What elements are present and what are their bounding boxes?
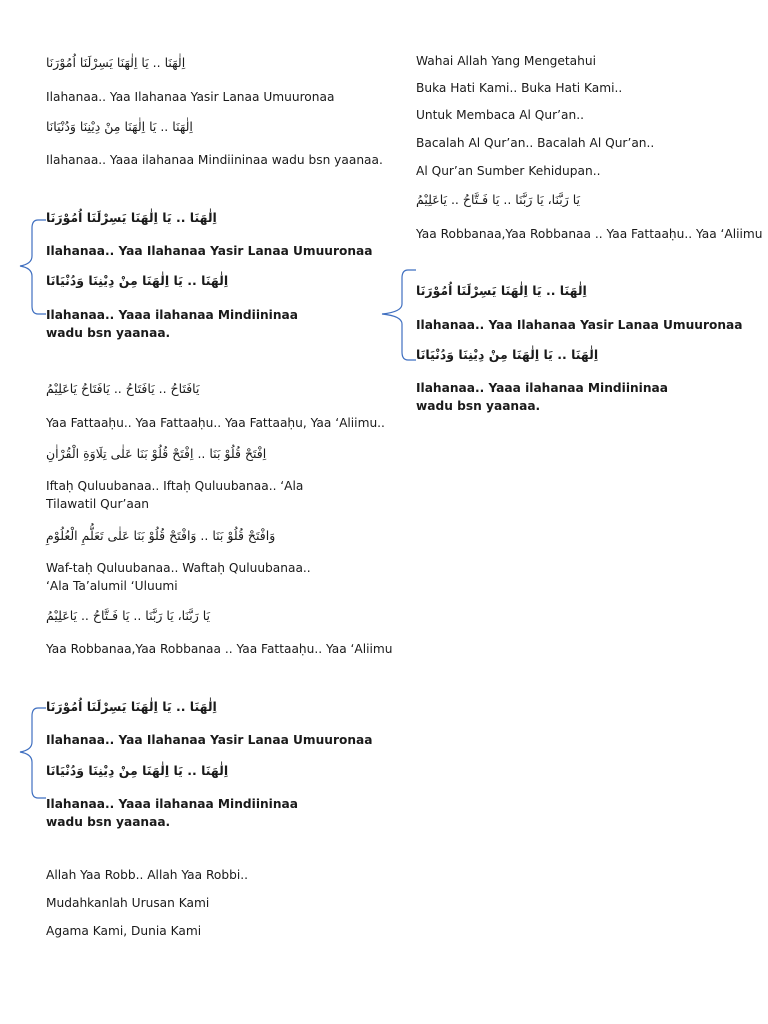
arabic-line: يَا رَبَّنَا، يَا رَبَّنَا .. يَا فَـتَّاحُ .. يَاعَلِيْمُ (416, 192, 581, 207)
latin-line: Iftaḥ Quluubanaa.. Iftaḥ Quluubanaa.. ‘Ala Tilawatil Qur’aan (46, 479, 304, 511)
chorus-brace (378, 268, 418, 362)
arabic-line: اِلٰهَنَا .. يَا اِلٰهَنَا مِنْ دِيْنِنَا وَدُنْيَانَا (46, 273, 229, 288)
latin-line: Ilahanaa.. Yaa Ilahanaa Yasir Lanaa Umuuronaa (46, 244, 373, 258)
chorus-brace (8, 706, 48, 800)
latin-line: Al Qur’an Sumber Kehidupan.. (416, 164, 601, 178)
arabic-line: اِلٰهَنَا .. يَا اِلٰهَنَا يَسِرْلَنَا اُمُوْرَنَا (46, 210, 217, 225)
latin-line: Ilahanaa.. Yaaa ilahanaa Mindiininaa wadu bsn yaanaa. (46, 153, 383, 167)
latin-line: Buka Hati Kami.. Buka Hati Kami.. (416, 81, 623, 95)
latin-line: Agama Kami, Dunia Kami (46, 924, 202, 938)
arabic-line: وَافْتَحْ قُلُوْ بَنَا .. وَافْتَحْ قُلُوْ بَنَا عَلٰى تَعَلُّمِ الْعُلُوْمِ (46, 528, 276, 543)
latin-line: Ilahanaa.. Yaa Ilahanaa Yasir Lanaa Umuuronaa (46, 90, 335, 104)
latin-line: Ilahanaa.. Yaa Ilahanaa Yasir Lanaa Umuuronaa (416, 318, 743, 332)
arabic-line: اِلٰهَنَا .. يَا اِلٰهَنَا يَسِرْلَنَا اُمُوْرَنَا (46, 699, 217, 714)
latin-line: Ilahanaa.. Yaa Ilahanaa Yasir Lanaa Umuuronaa (46, 733, 373, 747)
arabic-line: يَافَتَاحُ .. يَافَتَاحُ .. يَافَتَاحُ يَاعَلِيْمُ (46, 381, 200, 396)
latin-line: Ilahanaa.. Yaaa ilahanaa Mindiininaa wadu bsn yaanaa. (416, 381, 668, 413)
latin-line: Ilahanaa.. Yaaa ilahanaa Mindiininaa wadu bsn yaanaa. (46, 308, 298, 340)
latin-line: Yaa Robbanaa,Yaa Robbanaa .. Yaa Fattaaḥu.. Yaa ‘Aliimu (46, 642, 393, 656)
latin-line: Untuk Membaca Al Qur’an.. (416, 108, 584, 122)
arabic-line: اِلٰهَنَا .. يَا اِلٰهَنَا مِنْ دِيْنِنَا وَدُنْيَانَا (46, 119, 193, 134)
latin-line: Waf-taḥ Quluubanaa.. Waftaḥ Quluubanaa.. ‘Ala Ta’alumil ‘Uluumi (46, 561, 311, 593)
latin-line: Yaa Robbanaa,Yaa Robbanaa .. Yaa Fattaaḥu.. Yaa ‘Aliimu (416, 227, 763, 241)
latin-line: Mudahkanlah Urusan Kami (46, 896, 210, 910)
arabic-line: اِلٰهَنَا .. يَا اِلٰهَنَا يَسِرْلَنَا اُمُوْرَنَا (416, 283, 587, 298)
latin-line: Allah Yaa Robb.. Allah Yaa Robbi.. (46, 868, 248, 882)
arabic-line: يَا رَبَّنَا، يَا رَبَّنَا .. يَا فَـتَّاحُ .. يَاعَلِيْمُ (46, 608, 211, 623)
latin-line: Yaa Fattaaḥu.. Yaa Fattaaḥu.. Yaa Fattaaḥu, Yaa ‘Aliimu.. (46, 416, 385, 430)
arabic-line: اِلٰهَنَا .. يَا اِلٰهَنَا مِنْ دِيْنِنَا وَدُنْيَانَا (46, 763, 229, 778)
latin-line: Wahai Allah Yang Mengetahui (416, 54, 596, 68)
arabic-line: اِلٰهَنَا .. يَا اِلٰهَنَا يَسِرْلَنَا اُمُوْرَنَا (46, 55, 186, 70)
arabic-line: اِفْتَحْ قُلُوْ بَنَا .. اِفْتَحْ قُلُوْ بَنَا عَلٰى تِلَاوَةِ الْقُرْاٰنِ (46, 446, 267, 461)
latin-line: Bacalah Al Qur’an.. Bacalah Al Qur’an.. (416, 136, 655, 150)
arabic-line: اِلٰهَنَا .. يَا اِلٰهَنَا مِنْ دِيْنِنَا وَدُنْيَانَا (416, 347, 599, 362)
chorus-brace (8, 218, 48, 316)
latin-line: Ilahanaa.. Yaaa ilahanaa Mindiininaa wadu bsn yaanaa. (46, 797, 298, 829)
